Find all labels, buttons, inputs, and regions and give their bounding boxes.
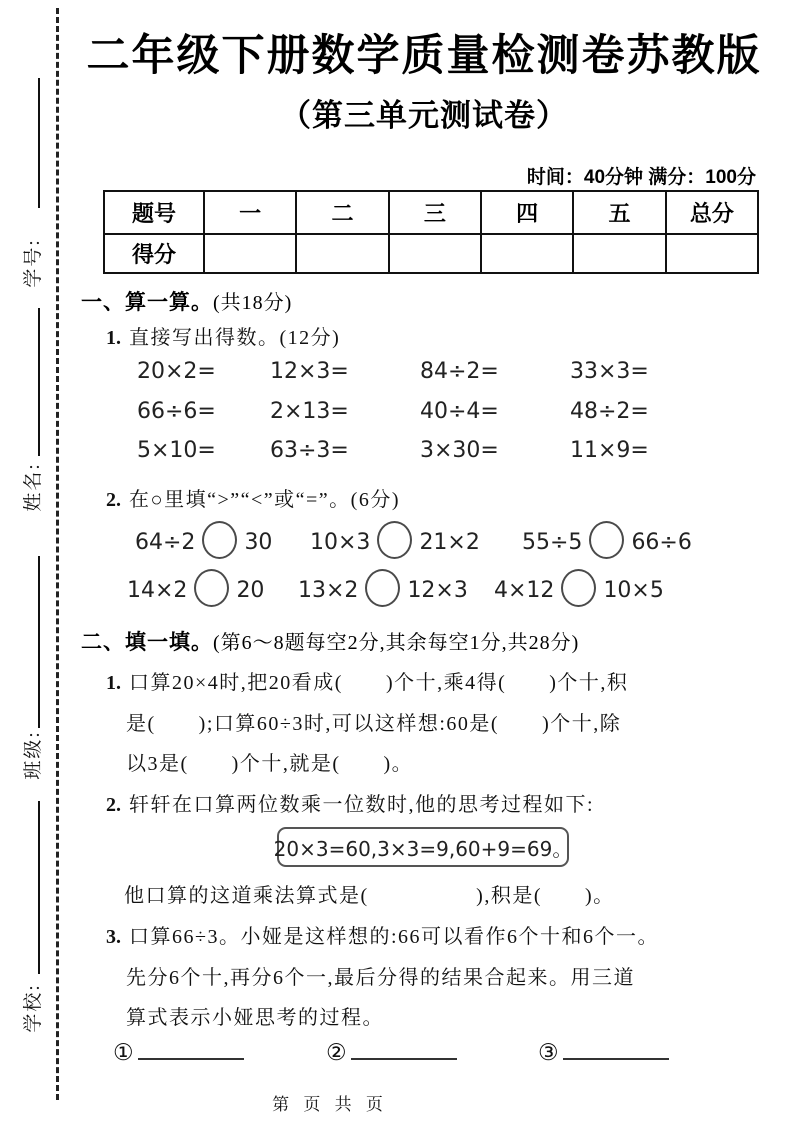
right-expression: 20	[236, 578, 265, 603]
left-expression: 55÷5	[522, 530, 583, 555]
header-section-2: 二	[296, 191, 388, 234]
calc-item: 40÷4=	[420, 398, 499, 424]
left-expression: 64÷2	[135, 530, 196, 555]
section-2-points: (第6～8题每空2分,其余每空1分,共28分)	[213, 632, 580, 654]
score-cell	[389, 234, 481, 273]
section-1-heading	[81, 286, 292, 316]
header-section-3: 三	[389, 191, 481, 234]
calc-item: 63÷3=	[270, 438, 349, 463]
sec2-q1-number: 1.	[106, 672, 121, 694]
right-expression: 12×3	[407, 578, 468, 603]
calc-item: 12×3=	[270, 359, 349, 384]
comparison-item	[298, 568, 468, 614]
sec2-q3-number: 3.	[106, 926, 121, 948]
score-table-score-row	[104, 234, 758, 273]
sec2-q2-text1: 轩轩在口算两位数乘一位数时,他的思考过程如下:	[129, 794, 595, 816]
calc-item: 2×13=	[270, 398, 349, 424]
circled-number-3: ③	[538, 1040, 559, 1065]
answer-blanks-row	[0, 1036, 793, 1070]
right-expression: 10×5	[603, 578, 664, 603]
comparison-circle	[377, 521, 412, 559]
answer-blank-3	[538, 1036, 669, 1066]
left-expression: 4×12	[494, 578, 555, 603]
calc-item: 5×10=	[137, 438, 216, 463]
circled-number-1: ①	[113, 1040, 134, 1065]
sec1-q2-number: 2.	[106, 489, 121, 511]
answer-line	[351, 1036, 457, 1060]
left-expression: 13×2	[298, 578, 359, 603]
comparison-circle	[561, 569, 596, 607]
sec2-q3-line2: 先分6个十,再分6个一,最后分得的结果合起来。用三道	[126, 967, 635, 989]
oral-calculation-grid	[137, 359, 680, 478]
comparison-circle	[194, 569, 229, 607]
paper-subtitle: （第三单元测试卷）	[280, 98, 568, 133]
sec2-q2-line1	[106, 788, 594, 817]
score-cell	[204, 234, 296, 273]
comparison-circle	[202, 521, 237, 559]
sec1-q2-text: 在○里填“>”“<”或“=”。(6分)	[129, 489, 400, 511]
comparison-row-1	[0, 520, 793, 566]
score-cell	[296, 234, 388, 273]
answer-blank-1	[113, 1036, 244, 1066]
comparison-item	[522, 520, 692, 566]
sidebar-label-name: 姓名:	[23, 462, 44, 512]
circled-number-2: ②	[326, 1040, 347, 1065]
calc-item: 84÷2=	[420, 359, 499, 384]
sec2-q3-line3: 算式表示小娅思考的过程。	[126, 1007, 384, 1029]
time-score-info: 时间：40分钟 满分：100分	[526, 167, 756, 188]
sidebar-label-student-id: 学号:	[23, 238, 44, 288]
sec2-q2-line2: 他口算的这道乘法算式是( ),积是( )。	[124, 885, 615, 907]
sec2-q2-number: 2.	[106, 794, 121, 816]
right-expression: 30	[244, 530, 273, 555]
left-expression: 10×3	[310, 530, 371, 555]
score-cell	[573, 234, 665, 273]
section-2-title: 二、填一填。	[81, 630, 213, 654]
sec2-q1-line1	[106, 666, 628, 695]
calc-item: 11×9=	[570, 438, 649, 463]
header-section-4: 四	[481, 191, 573, 234]
comparison-item	[135, 520, 272, 566]
comparison-item	[310, 520, 480, 566]
sec2-q1-text1: 口算20×4时,把20看成( )个十,乘4得( )个十,积	[129, 672, 629, 694]
section-1-points: (共18分)	[213, 292, 293, 314]
thinking-process-box: 20×3=60,3×3=9,60+9=69。	[277, 827, 569, 867]
calc-item: 20×2=	[137, 359, 216, 384]
comparison-item	[127, 568, 264, 614]
comparison-circle	[365, 569, 400, 607]
sec2-q3-line1	[106, 920, 659, 949]
sec1-q2-prompt	[106, 483, 400, 512]
calc-item: 3×30=	[420, 438, 499, 463]
page-footer: 第 页 共 页	[272, 1095, 388, 1114]
left-expression: 14×2	[127, 578, 188, 603]
answer-line	[138, 1036, 244, 1060]
sec2-q3-text1: 口算66÷3。小娅是这样想的:66可以看作6个十和6个一。	[129, 926, 660, 948]
score-table	[103, 190, 759, 274]
section-1-title: 一、算一算。	[81, 290, 213, 314]
sec1-q1-text: 直接写出得数。(12分)	[129, 327, 341, 349]
sidebar-label-school: 学校:	[23, 983, 44, 1033]
score-cell	[481, 234, 573, 273]
score-cell	[666, 234, 758, 273]
sec1-q1-prompt	[106, 321, 340, 350]
comparison-circle	[589, 521, 624, 559]
calc-item: 66÷6=	[137, 398, 216, 424]
sidebar-label-class: 班级:	[23, 730, 44, 780]
calc-item: 33×3=	[570, 359, 649, 384]
calc-item: 48÷2=	[570, 398, 649, 424]
sec1-q1-number: 1.	[106, 327, 121, 349]
student-id-blank-line	[38, 78, 40, 208]
comparison-row-2	[0, 568, 793, 614]
header-section-1: 一	[204, 191, 296, 234]
sec2-q1-line2: 是( );口算60÷3时,可以这样想:60是( )个十,除	[126, 713, 622, 735]
answer-line	[563, 1036, 669, 1060]
score-label: 得分	[104, 234, 204, 273]
right-expression: 21×2	[419, 530, 480, 555]
right-expression: 66÷6	[631, 530, 692, 555]
paper-title: 二年级下册数学质量检测卷苏教版	[86, 32, 762, 80]
comparison-item	[494, 568, 664, 614]
sec2-q1-line3: 以3是( )个十,就是( )。	[126, 753, 414, 775]
header-total: 总分	[666, 191, 758, 234]
header-section-5: 五	[573, 191, 665, 234]
section-2-heading	[81, 626, 579, 656]
answer-blank-2	[326, 1036, 457, 1066]
score-table-header-row	[104, 191, 758, 234]
header-question-number: 题号	[104, 191, 204, 234]
